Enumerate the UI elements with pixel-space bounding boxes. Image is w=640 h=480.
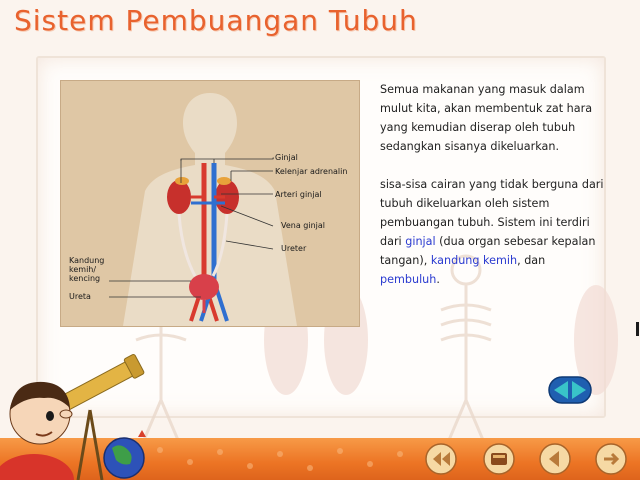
exit-icon[interactable] (594, 442, 628, 476)
keyword-pembuluh[interactable]: pembuluh (380, 273, 437, 286)
label-kelenjar-adrenalin: Kelenjar adrenalin (275, 167, 348, 176)
label-arteri-ginjal: Arteri ginjal (275, 190, 322, 199)
side-marker (636, 322, 639, 336)
label-vena-ginjal: Vena ginjal (281, 221, 326, 230)
keyword-kandung-kemih[interactable]: kandung kemih (430, 254, 518, 267)
paragraph-2 (380, 175, 605, 289)
label-ureta: Ureta (69, 292, 91, 301)
paragraph-2-part-c: , dan (517, 254, 546, 267)
excretory-system-diagram (60, 80, 360, 327)
rewind-icon[interactable] (424, 442, 458, 476)
paragraph-2-part-b: (dua organ sebesar kepalan tangan), (380, 235, 596, 267)
label-kandung-kemih-1: Kandung (69, 256, 105, 265)
label-kandung-kemih-2: kemih/ (69, 265, 97, 274)
label-ureter: Ureter (281, 244, 307, 253)
paragraph-1: Semua makanan yang masuk dalam mulut kita, akan membentuk zat hara yang kemudian diserap oleh tubuh sedangkan sisanya dikeluarkan. (380, 83, 593, 153)
body-silhouette-illustration (61, 81, 359, 326)
explanation-text (380, 80, 605, 308)
prev-next-arrows-icon[interactable] (548, 376, 592, 404)
label-kandung-kemih-3: kencing (69, 274, 101, 283)
library-icon[interactable] (482, 442, 516, 476)
paragraph-2-part-a: sisa-sisa cairan yang tidak berguna dari tubuh dikeluarkan oleh sistem pembuangan tubuh. Sistem ini terdiri dari (380, 178, 604, 248)
paragraph-2-part-d: . (436, 273, 440, 286)
mascot-boy-telescope-illustration (0, 352, 170, 480)
back-icon[interactable] (538, 442, 572, 476)
toolbar-dot-pattern (150, 442, 410, 476)
keyword-ginjal[interactable]: ginjal (405, 235, 436, 248)
label-ginjal: Ginjal (275, 153, 298, 162)
page-title: Sistem Pembuangan Tubuh (14, 4, 418, 37)
